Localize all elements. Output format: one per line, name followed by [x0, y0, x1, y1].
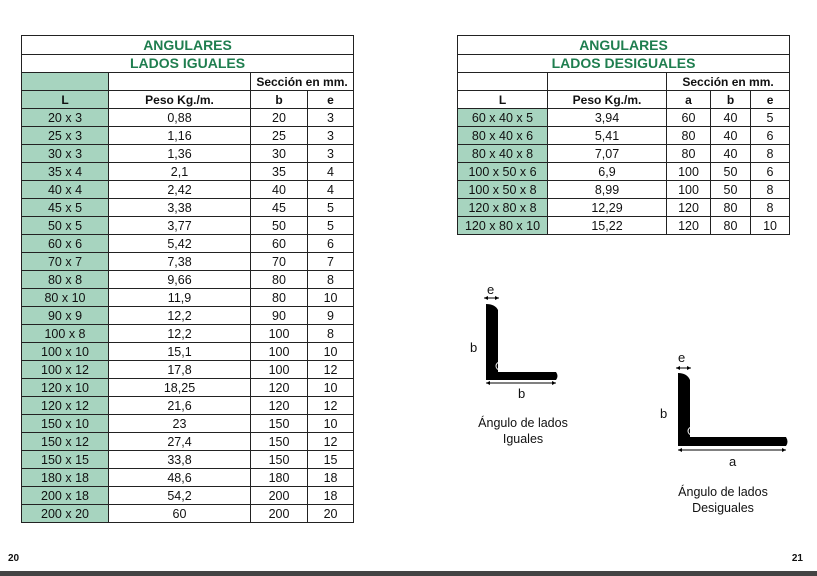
b-header: b: [251, 91, 308, 109]
l-cell: 90 x 9: [22, 307, 109, 325]
e-cell: 9: [308, 307, 354, 325]
e-cell: 3: [308, 145, 354, 163]
e-cell: 8: [751, 181, 790, 199]
equal-caption-line2: Iguales: [502, 432, 544, 446]
page-number-right: 21: [791, 553, 803, 564]
b-cell: 80: [251, 289, 308, 307]
weight-cell: 0,88: [109, 109, 251, 127]
l-cell: 200 x 18: [22, 487, 109, 505]
weight-cell: 12,2: [109, 307, 251, 325]
l-cell: 100 x 8: [22, 325, 109, 343]
l-cell: 150 x 15: [22, 451, 109, 469]
weight-cell: 5,41: [548, 127, 667, 145]
e-cell: 5: [308, 217, 354, 235]
b-cell: 150: [251, 415, 308, 433]
b-cell: 60: [251, 235, 308, 253]
weight-cell: 17,8: [109, 361, 251, 379]
b-cell: 50: [711, 163, 751, 181]
weight-cell: 27,4: [109, 433, 251, 451]
weight-cell: 1,36: [109, 145, 251, 163]
e-cell: 4: [308, 163, 354, 181]
section-header: Sección en mm.: [251, 73, 354, 91]
l-cell: 35 x 4: [22, 163, 109, 181]
weight-cell: 12,29: [548, 199, 667, 217]
weight-cell: 15,22: [548, 217, 667, 235]
e-cell: 12: [308, 361, 354, 379]
a-cell: 60: [667, 109, 711, 127]
l-cell: 20 x 3: [22, 109, 109, 127]
weight-cell: 1,16: [109, 127, 251, 145]
l-cell: 100 x 10: [22, 343, 109, 361]
e-cell: 10: [308, 343, 354, 361]
a-cell: 80: [667, 127, 711, 145]
page-number-left: 20: [8, 553, 20, 564]
b-cell: 80: [711, 199, 751, 217]
weight-cell: 23: [109, 415, 251, 433]
e-cell: 8: [751, 145, 790, 163]
unequal-caption: [655, 484, 791, 516]
e-cell: 5: [308, 199, 354, 217]
l-cell: 30 x 3: [22, 145, 109, 163]
weight-cell: 18,25: [109, 379, 251, 397]
weight-cell: 15,1: [109, 343, 251, 361]
b-cell: 100: [251, 325, 308, 343]
weight-header: Peso Kg./m.: [109, 91, 251, 109]
b-cell: 80: [711, 217, 751, 235]
e-cell: 15: [308, 451, 354, 469]
b-cell: 20: [251, 109, 308, 127]
b-cell: 120: [251, 379, 308, 397]
weight-header: Peso Kg./m.: [548, 91, 667, 109]
l-cell: 200 x 20: [22, 505, 109, 523]
e-cell: 3: [308, 109, 354, 127]
table-subtitle: LADOS DESIGUALES: [458, 55, 790, 73]
l-cell: 120 x 80 x 10: [458, 217, 548, 235]
e-cell: 12: [308, 397, 354, 415]
weight-cell: 7,07: [548, 145, 667, 163]
e-cell: 18: [308, 487, 354, 505]
b-cell: 50: [251, 217, 308, 235]
a-cell: 120: [667, 199, 711, 217]
e-cell: 10: [308, 289, 354, 307]
b-cell: 100: [251, 343, 308, 361]
b-cell: 45: [251, 199, 308, 217]
b-header: b: [711, 91, 751, 109]
unequal-caption-line1: Ángulo de lados: [678, 485, 768, 499]
l-cell: 70 x 7: [22, 253, 109, 271]
e-cell: 7: [308, 253, 354, 271]
l-cell: 120 x 80 x 8: [458, 199, 548, 217]
weight-cell: 3,38: [109, 199, 251, 217]
l-cell: 100 x 12: [22, 361, 109, 379]
e-cell: 6: [751, 163, 790, 181]
b-cell: 40: [711, 109, 751, 127]
e-cell: 8: [751, 199, 790, 217]
b-cell: 120: [251, 397, 308, 415]
e-header: e: [308, 91, 354, 109]
l-header: L: [458, 91, 548, 109]
l-cell: 40 x 4: [22, 181, 109, 199]
l-cell: 80 x 8: [22, 271, 109, 289]
a-cell: 100: [667, 163, 711, 181]
b-cell: 180: [251, 469, 308, 487]
weight-cell: 9,66: [109, 271, 251, 289]
e-cell: 18: [308, 469, 354, 487]
unequal-angle-profile: [678, 373, 788, 446]
weight-cell: 21,6: [109, 397, 251, 415]
b-cell: 200: [251, 505, 308, 523]
l-cell: 180 x 18: [22, 469, 109, 487]
section-header: Sección en mm.: [667, 73, 790, 91]
equal-e-label: e: [487, 282, 495, 297]
b-cell: 50: [711, 181, 751, 199]
b-cell: 80: [251, 271, 308, 289]
table-title: ANGULARES: [22, 36, 354, 55]
l-cell: 100 x 50 x 6: [458, 163, 548, 181]
weight-cell: 12,2: [109, 325, 251, 343]
weight-cell: 60: [109, 505, 251, 523]
b-cell: 70: [251, 253, 308, 271]
b-cell: 150: [251, 433, 308, 451]
b-cell: 40: [711, 127, 751, 145]
b-cell: 200: [251, 487, 308, 505]
b-cell: 40: [711, 145, 751, 163]
a-cell: 80: [667, 145, 711, 163]
unequal-b-side-label: b: [660, 406, 668, 421]
weight-cell: 6,9: [548, 163, 667, 181]
e-cell: 8: [308, 271, 354, 289]
l-cell: 120 x 12: [22, 397, 109, 415]
e-cell: 8: [308, 325, 354, 343]
e-header: e: [751, 91, 790, 109]
l-cell: 45 x 5: [22, 199, 109, 217]
unequal-a-bottom-label: a: [729, 454, 737, 469]
b-cell: 150: [251, 451, 308, 469]
l-cell: 60 x 40 x 5: [458, 109, 548, 127]
e-cell: 6: [751, 127, 790, 145]
weight-cell: 5,42: [109, 235, 251, 253]
b-cell: 35: [251, 163, 308, 181]
unequal-caption-line2: Desiguales: [692, 501, 754, 515]
l-cell: 150 x 10: [22, 415, 109, 433]
weight-cell: 3,77: [109, 217, 251, 235]
e-cell: 10: [308, 415, 354, 433]
b-cell: 90: [251, 307, 308, 325]
unequal-e-label: e: [678, 350, 686, 365]
a-cell: 120: [667, 217, 711, 235]
l-cell: 25 x 3: [22, 127, 109, 145]
weight-cell: 7,38: [109, 253, 251, 271]
b-cell: 100: [251, 361, 308, 379]
a-header: a: [667, 91, 711, 109]
b-cell: 25: [251, 127, 308, 145]
equal-caption-line1: Ángulo de lados: [478, 416, 568, 430]
e-cell: 20: [308, 505, 354, 523]
equal-caption: [455, 415, 591, 447]
table-subtitle: LADOS IGUALES: [22, 55, 354, 73]
e-cell: 10: [751, 217, 790, 235]
e-cell: 5: [751, 109, 790, 127]
l-cell: 120 x 10: [22, 379, 109, 397]
equal-b-bottom-label: b: [518, 386, 526, 401]
weight-cell: 11,9: [109, 289, 251, 307]
e-cell: 6: [308, 235, 354, 253]
a-cell: 100: [667, 181, 711, 199]
weight-cell: 3,94: [548, 109, 667, 127]
weight-cell: 2,1: [109, 163, 251, 181]
weight-cell: 2,42: [109, 181, 251, 199]
e-cell: 3: [308, 127, 354, 145]
equal-b-side-label: b: [470, 340, 478, 355]
l-cell: 50 x 5: [22, 217, 109, 235]
l-cell: 60 x 6: [22, 235, 109, 253]
bottom-border: [0, 571, 817, 576]
l-cell: 80 x 40 x 8: [458, 145, 548, 163]
weight-cell: 48,6: [109, 469, 251, 487]
e-cell: 4: [308, 181, 354, 199]
l-cell: 80 x 40 x 6: [458, 127, 548, 145]
l-cell: 80 x 10: [22, 289, 109, 307]
l-cell: 150 x 12: [22, 433, 109, 451]
weight-cell: 33,8: [109, 451, 251, 469]
b-cell: 40: [251, 181, 308, 199]
e-cell: 10: [308, 379, 354, 397]
weight-cell: 54,2: [109, 487, 251, 505]
l-header: L: [22, 91, 109, 109]
table-title: ANGULARES: [458, 36, 790, 55]
e-cell: 12: [308, 433, 354, 451]
weight-cell: 8,99: [548, 181, 667, 199]
b-cell: 30: [251, 145, 308, 163]
l-cell: 100 x 50 x 8: [458, 181, 548, 199]
